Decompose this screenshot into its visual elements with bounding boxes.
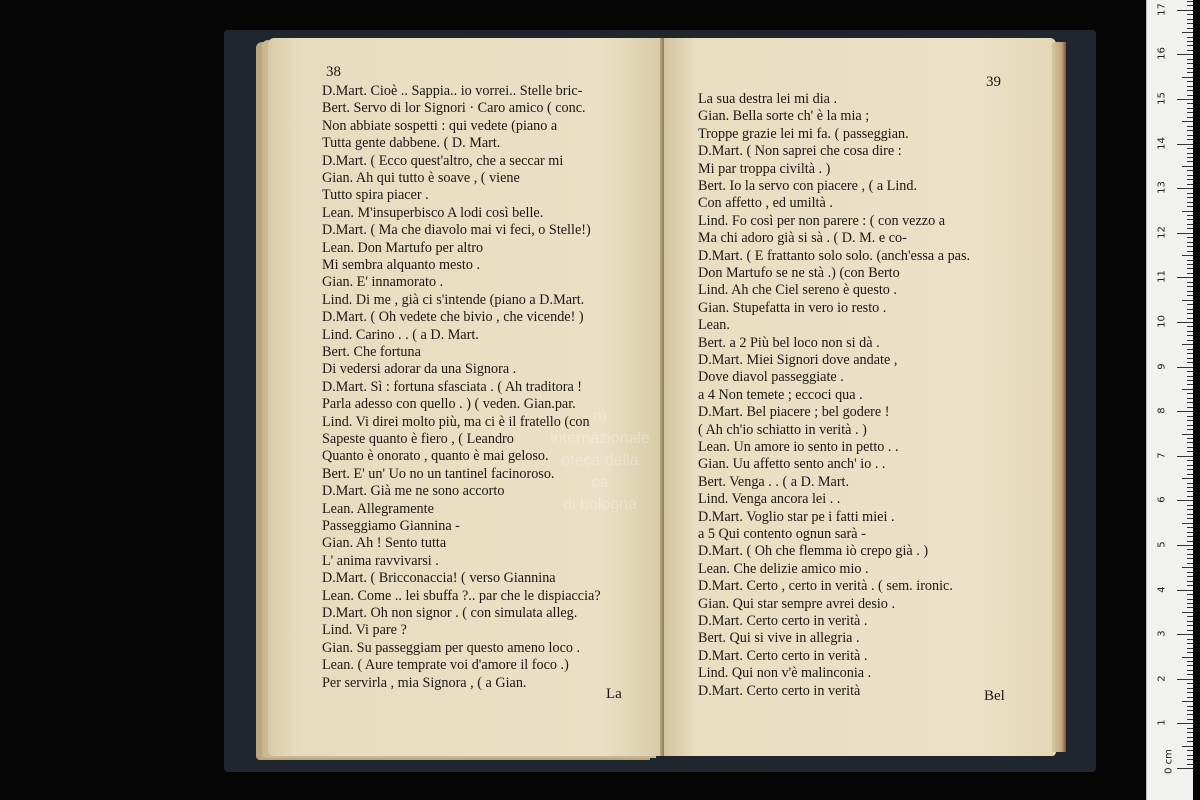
ruler-tick [1187,331,1193,332]
ruler-tick [1187,371,1193,372]
ruler-tick [1182,701,1193,702]
ruler-tick [1187,14,1193,15]
ruler-tick [1187,469,1193,470]
watermark-line: oteca della [561,452,639,469]
ruler-tick [1187,536,1193,537]
ruler-tick [1177,144,1193,145]
ruler-tick [1182,77,1193,78]
text-line: Quanto è onorato , quanto è mai geloso. [322,448,549,465]
ruler-tick [1187,130,1193,131]
ruler-tick [1187,683,1193,684]
text-line: D.Mart. Voglio star pe i fatti miei . [698,508,895,525]
ruler-tick [1187,442,1193,443]
ruler-tick [1187,465,1193,466]
ruler-tick [1187,532,1193,533]
ruler-tick [1187,451,1193,452]
ruler-tick [1182,344,1193,345]
text-line: Passeggiamo Giannina - [322,518,460,534]
ruler-tick [1187,37,1193,38]
ruler-tick [1187,19,1193,20]
ruler-tick [1187,86,1193,87]
ruler-tick [1187,228,1193,229]
ruler-tick [1187,313,1193,314]
ruler-tick [1177,99,1193,100]
text-line: D.Mart. Oh non signor . ( con simulata alleg. [322,605,578,621]
ruler-tick [1177,188,1193,189]
text-line: Lean. [698,317,730,334]
text-line: Don Martufo se ne stà .) (con Berto [698,265,900,281]
ruler-tick [1187,117,1193,118]
ruler-tick [1177,367,1193,368]
text-line: Tutto spira piacer . [322,187,429,204]
text-line: D.Mart. ( Non saprei che cosa dire : [698,143,902,160]
ruler-tick [1187,184,1193,185]
ruler-tick [1187,179,1193,180]
text-line: Lind. Qui non v'è malinconia . [698,665,872,682]
text-line: Gian. Su passeggiam per questo ameno loco . [322,639,581,656]
text-line: D.Mart. ( Ecco quest'altro, che a seccar mi [322,152,564,169]
ruler-tick [1187,28,1193,29]
text-line: Tutta gente dabbene. ( D. Mart. [322,135,501,152]
measurement-ruler [1146,0,1193,800]
ruler-tick [1187,607,1193,608]
ruler-tick [1187,318,1193,319]
text-line: D.Mart. ( Bricconaccia! ( verso Giannina [322,570,556,587]
ruler-number: 12 [1156,225,1168,239]
ruler-tick [1187,670,1193,671]
ruler-tick [1187,581,1193,582]
right-page [664,38,1056,756]
ruler-tick [1177,545,1193,546]
ruler-tick [1182,567,1193,568]
ruler-tick [1187,398,1193,399]
text-line: a 4 Non temete ; eccoci qua . [698,386,863,403]
text-line: D.Mart. Sì : fortuna sfasciata . ( Ah traditora ! [322,378,583,395]
ruler-tick [1187,710,1193,711]
ruler-tick [1177,456,1193,457]
text-line: Parla adesso con quello . ) ( veden. Gian.par. [322,396,576,413]
text-line: Bert. E' un' Uo no un tantinel facinoroso. [322,465,555,482]
ruler-tick [1187,438,1193,439]
text-line: Gian. E' innamorato . [322,274,444,291]
ruler-tick [1187,50,1193,51]
ruler-tick [1187,90,1193,91]
ruler-tick [1187,23,1193,24]
ruler-tick [1187,237,1193,238]
ruler-tick [1187,505,1193,506]
ruler-tick [1187,242,1193,243]
text-line: Gian. Uu affetto sento anch' io . . [698,456,886,473]
ruler-tick [1187,630,1193,631]
ruler-tick [1187,460,1193,461]
text-line: Lind. Di me , già ci s'intende (piano a D.Mart. [322,291,585,308]
text-line: Lean. M'insuperbisco A lodi così belle. [322,204,544,221]
ruler-tick [1177,322,1193,323]
ruler-tick [1187,447,1193,448]
text-line: Lind. Carino . . ( a D. Mart. [322,326,479,343]
text-line: D.Mart. Certo , certo in verità . ( sem. ironic. [698,578,953,595]
ruler-number: 9 [1156,362,1168,370]
ruler-tick [1187,594,1193,595]
ruler-tick [1187,585,1193,586]
ruler-tick [1182,166,1193,167]
watermark-line: m [593,408,607,425]
ruler-unit-label: 0 cm [1163,749,1175,774]
text-line: Troppe grazie lei mi fa. ( passeggian. [698,125,909,142]
ruler-tick [1187,282,1193,283]
ruler-tick [1187,358,1193,359]
ruler-number: 7 [1156,452,1168,459]
ruler-tick [1187,697,1193,698]
text-line: Bert. Servo di lor Signori · Caro amico ( conc. [322,100,586,117]
text-line: Gian. Ah ! Sento tutta [322,535,447,552]
text-line: Dove diavol passeggiate . [698,369,844,386]
text-line: Non abbiate sospetti : qui vedete (piano a [322,117,558,134]
ruler-tick [1187,558,1193,559]
ruler-tick [1187,251,1193,252]
ruler-tick [1187,157,1193,158]
library-watermark [520,406,680,516]
ruler-tick [1187,541,1193,542]
text-line: D.Mart. ( E frattanto solo solo. (anch'essa a pas. [698,247,971,264]
text-line: Lind. Venga ancora lei . . [698,491,841,508]
text-line: D.Mart. Miei Signori dove andate , [698,352,898,368]
ruler-tick [1187,674,1193,675]
ruler-tick [1182,255,1193,256]
left-page [268,38,662,756]
ruler-tick [1187,95,1193,96]
ruler-tick [1187,260,1193,261]
ruler-tick [1187,384,1193,385]
ruler-tick [1187,202,1193,203]
text-line: Mi par troppa civiltà . ) [698,160,831,177]
ruler-tick [1187,483,1193,484]
ruler-number: 14 [1156,136,1168,150]
ruler-tick [1182,523,1193,524]
ruler-tick [1187,68,1193,69]
ruler-tick [1187,429,1193,430]
ruler-tick [1187,741,1193,742]
right-page-number: 39 [986,74,1001,90]
ruler-tick [1187,719,1193,720]
ruler-tick [1187,621,1193,622]
ruler-tick [1187,393,1193,394]
text-line: Gian. Bella sorte ch' è la mia ; [698,108,870,125]
ruler-tick [1187,732,1193,733]
text-line: Bert. Qui si vive in allegria . [698,630,860,647]
ruler-tick [1177,590,1193,591]
ruler-tick [1187,5,1193,6]
ruler-tick [1187,304,1193,305]
text-line: Lean. Che delizie amico mio . [698,560,869,577]
ruler-tick [1182,32,1193,33]
ruler-tick [1187,616,1193,617]
ruler-tick [1187,219,1193,220]
left-catchword: La [606,686,622,702]
ruler-tick [1187,376,1193,377]
page-edge [1052,42,1066,752]
ruler-tick [1187,380,1193,381]
text-line: Lean. Don Martufo per altro [322,239,484,256]
ruler-tick [1187,576,1193,577]
watermark-line: ca [591,474,609,491]
text-line: D.Mart. Certo certo in verità . [698,613,868,629]
text-line: Gian. Qui star sempre avrei desio . [698,595,895,612]
ruler-tick [1187,108,1193,109]
ruler-tick [1182,746,1193,747]
text-line: Bert. Venga . . ( a D. Mart. [698,473,850,490]
ruler-tick [1187,63,1193,64]
ruler-tick [1177,768,1193,769]
text-line: Lind. Vi direi molto più, ma ci è il fratello (con [322,413,590,430]
ruler-tick [1187,224,1193,225]
ruler-tick [1187,126,1193,127]
ruler-tick [1187,737,1193,738]
ruler-number: 6 [1156,496,1168,504]
text-line: D.Mart. Già me ne sono accorto [322,483,505,500]
ruler-tick [1187,103,1193,104]
text-line: Di vedersi adorar da una Signora . [322,361,517,378]
ruler-tick [1182,121,1193,122]
text-line: D.Mart. Certo certo in verità [698,682,861,699]
text-line: Lind. Ah che Ciel sereno è questo . [698,282,897,299]
ruler-tick [1187,291,1193,292]
ruler-tick [1187,148,1193,149]
ruler-tick [1187,572,1193,573]
ruler-number: 11 [1156,270,1168,284]
ruler-tick [1182,478,1193,479]
ruler-tick [1187,474,1193,475]
ruler-tick [1187,648,1193,649]
ruler-tick [1177,277,1193,278]
ruler-tick [1187,625,1193,626]
ruler-tick [1177,411,1193,412]
text-line: a 5 Qui contento ognun sarà - [698,526,866,542]
text-line: D.Mart. Bel piacere ; bel godere ! [698,404,890,421]
ruler-tick [1177,723,1193,724]
ruler-tick [1187,728,1193,729]
text-line: Gian. Ah qui tutto è soave , ( viene [322,170,520,186]
ruler-tick [1187,688,1193,689]
ruler-tick [1187,764,1193,765]
ruler-tick [1187,206,1193,207]
ruler-tick [1182,657,1193,658]
ruler-tick [1187,665,1193,666]
ruler-tick [1187,197,1193,198]
ruler-tick [1187,135,1193,136]
ruler-tick [1187,420,1193,421]
text-line: Gian. Stupefatta in vero io resto . [698,299,887,316]
ruler-tick [1187,353,1193,354]
ruler-tick [1182,389,1193,390]
ruler-tick [1187,514,1193,515]
ruler-tick [1187,112,1193,113]
ruler-tick [1187,309,1193,310]
watermark-line: internazionale [550,430,650,447]
text-line: Lind. Vi pare ? [322,622,407,639]
text-line: L' anima ravvivarsi . [322,552,439,569]
text-line: D.Mart. Certo certo in verità . [698,647,868,664]
ruler-tick [1187,286,1193,287]
ruler-tick [1187,161,1193,162]
text-line: Lean. ( Aure temprate voi d'amore il foco .) [322,657,569,674]
text-line: Bert. Che fortuna [322,344,421,360]
ruler-tick [1187,549,1193,550]
ruler-tick [1187,706,1193,707]
text-line: D.Mart. Cioè .. Sappia.. io vorrei.. Stelle bric- [322,83,583,99]
ruler-number: 10 [1156,315,1168,328]
ruler-tick [1187,661,1193,662]
ruler-tick [1187,554,1193,555]
ruler-number: 15 [1156,92,1168,105]
ruler-tick [1187,335,1193,336]
text-line: Ma chi adoro già si sà . ( D. M. e co- [698,230,907,247]
ruler-tick [1187,273,1193,274]
ruler-tick [1187,81,1193,82]
ruler-tick [1187,509,1193,510]
ruler-tick [1187,246,1193,247]
ruler-tick [1187,340,1193,341]
text-line: Con affetto , ed umiltà . [698,195,833,212]
ruler-tick [1187,264,1193,265]
text-line: ( Ah ch'io schiatto in verità . ) [698,421,867,438]
ruler-tick [1187,153,1193,154]
ruler-tick [1187,170,1193,171]
ruler-tick [1177,233,1193,234]
ruler-tick [1187,750,1193,751]
ruler-tick [1187,759,1193,760]
ruler-tick [1187,643,1193,644]
ruler-number: 4 [1156,585,1168,593]
ruler-tick [1187,714,1193,715]
ruler-number: 3 [1156,630,1168,637]
ruler-tick [1187,755,1193,756]
ruler-tick [1187,603,1193,604]
text-line: Per servirla , mia Signora , ( a Gian. [322,674,527,691]
ruler-tick [1187,563,1193,564]
text-line: D.Mart. ( Oh che flemma iò crepo già . ) [698,543,929,560]
ruler-tick [1187,599,1193,600]
ruler-tick [1177,10,1193,11]
ruler-tick [1177,54,1193,55]
ruler-tick [1187,487,1193,488]
ruler-tick [1187,496,1193,497]
ruler-tick [1187,527,1193,528]
text-line: La sua destra lei mi dia . [698,91,838,107]
ruler-number: 1 [1156,719,1168,727]
ruler-tick [1182,434,1193,435]
ruler-tick [1182,612,1193,613]
ruler-number: 17 [1156,2,1168,16]
ruler-number: 5 [1156,541,1168,548]
ruler-tick [1187,41,1193,42]
ruler-tick [1187,362,1193,363]
ruler-number: 16 [1156,47,1168,61]
ruler-tick [1187,416,1193,417]
ruler-number: 2 [1156,675,1168,682]
text-line: Lean. Come .. lei sbuffa ?.. par che le dispiaccia? [322,587,601,604]
text-line: D.Mart. ( Oh vedete che bivio , che vicende! ) [322,309,584,326]
ruler-tick [1182,300,1193,301]
ruler-tick [1187,1,1193,2]
text-line: Lean. Allegramente [322,500,434,517]
ruler-tick [1187,193,1193,194]
ruler-tick [1187,215,1193,216]
ruler-tick [1187,295,1193,296]
right-catchword: Bel [984,688,1005,704]
text-line: D.Mart. ( Ma che diavolo mai vi feci, o Stelle!) [322,222,591,239]
ruler-tick [1187,268,1193,269]
ruler-tick [1187,639,1193,640]
ruler-tick [1187,425,1193,426]
ruler-tick [1187,652,1193,653]
ruler-tick [1187,407,1193,408]
left-page-number: 38 [326,64,341,80]
text-line: Lind. Fo così per non parere : ( con vezzo a [698,212,946,229]
ruler-tick [1177,500,1193,501]
text-line: Lean. Un amore io sento in petto . . [698,439,899,455]
watermark-line: di bologna [563,496,637,513]
ruler-tick [1187,72,1193,73]
ruler-tick [1187,175,1193,176]
text-line: Bert. a 2 Più bel loco non si dà . [698,334,880,351]
ruler-number: 13 [1156,181,1168,195]
ruler-tick [1187,402,1193,403]
ruler-tick [1182,211,1193,212]
ruler-tick [1177,679,1193,680]
ruler-tick [1187,518,1193,519]
ruler-tick [1187,491,1193,492]
ruler-tick [1187,45,1193,46]
ruler-tick [1187,349,1193,350]
ruler-number: 8 [1156,407,1168,414]
ruler-tick [1187,326,1193,327]
text-line: Sapeste quanto è fiero , ( Leandro [322,431,514,447]
text-line: Mi sembra alquanto mesto . [322,257,481,273]
ruler-tick [1187,59,1193,60]
ruler-tick [1187,139,1193,140]
ruler-tick [1187,692,1193,693]
text-line: Bert. Io la servo con piacere , ( a Lind. [698,178,918,194]
ruler-tick [1177,634,1193,635]
